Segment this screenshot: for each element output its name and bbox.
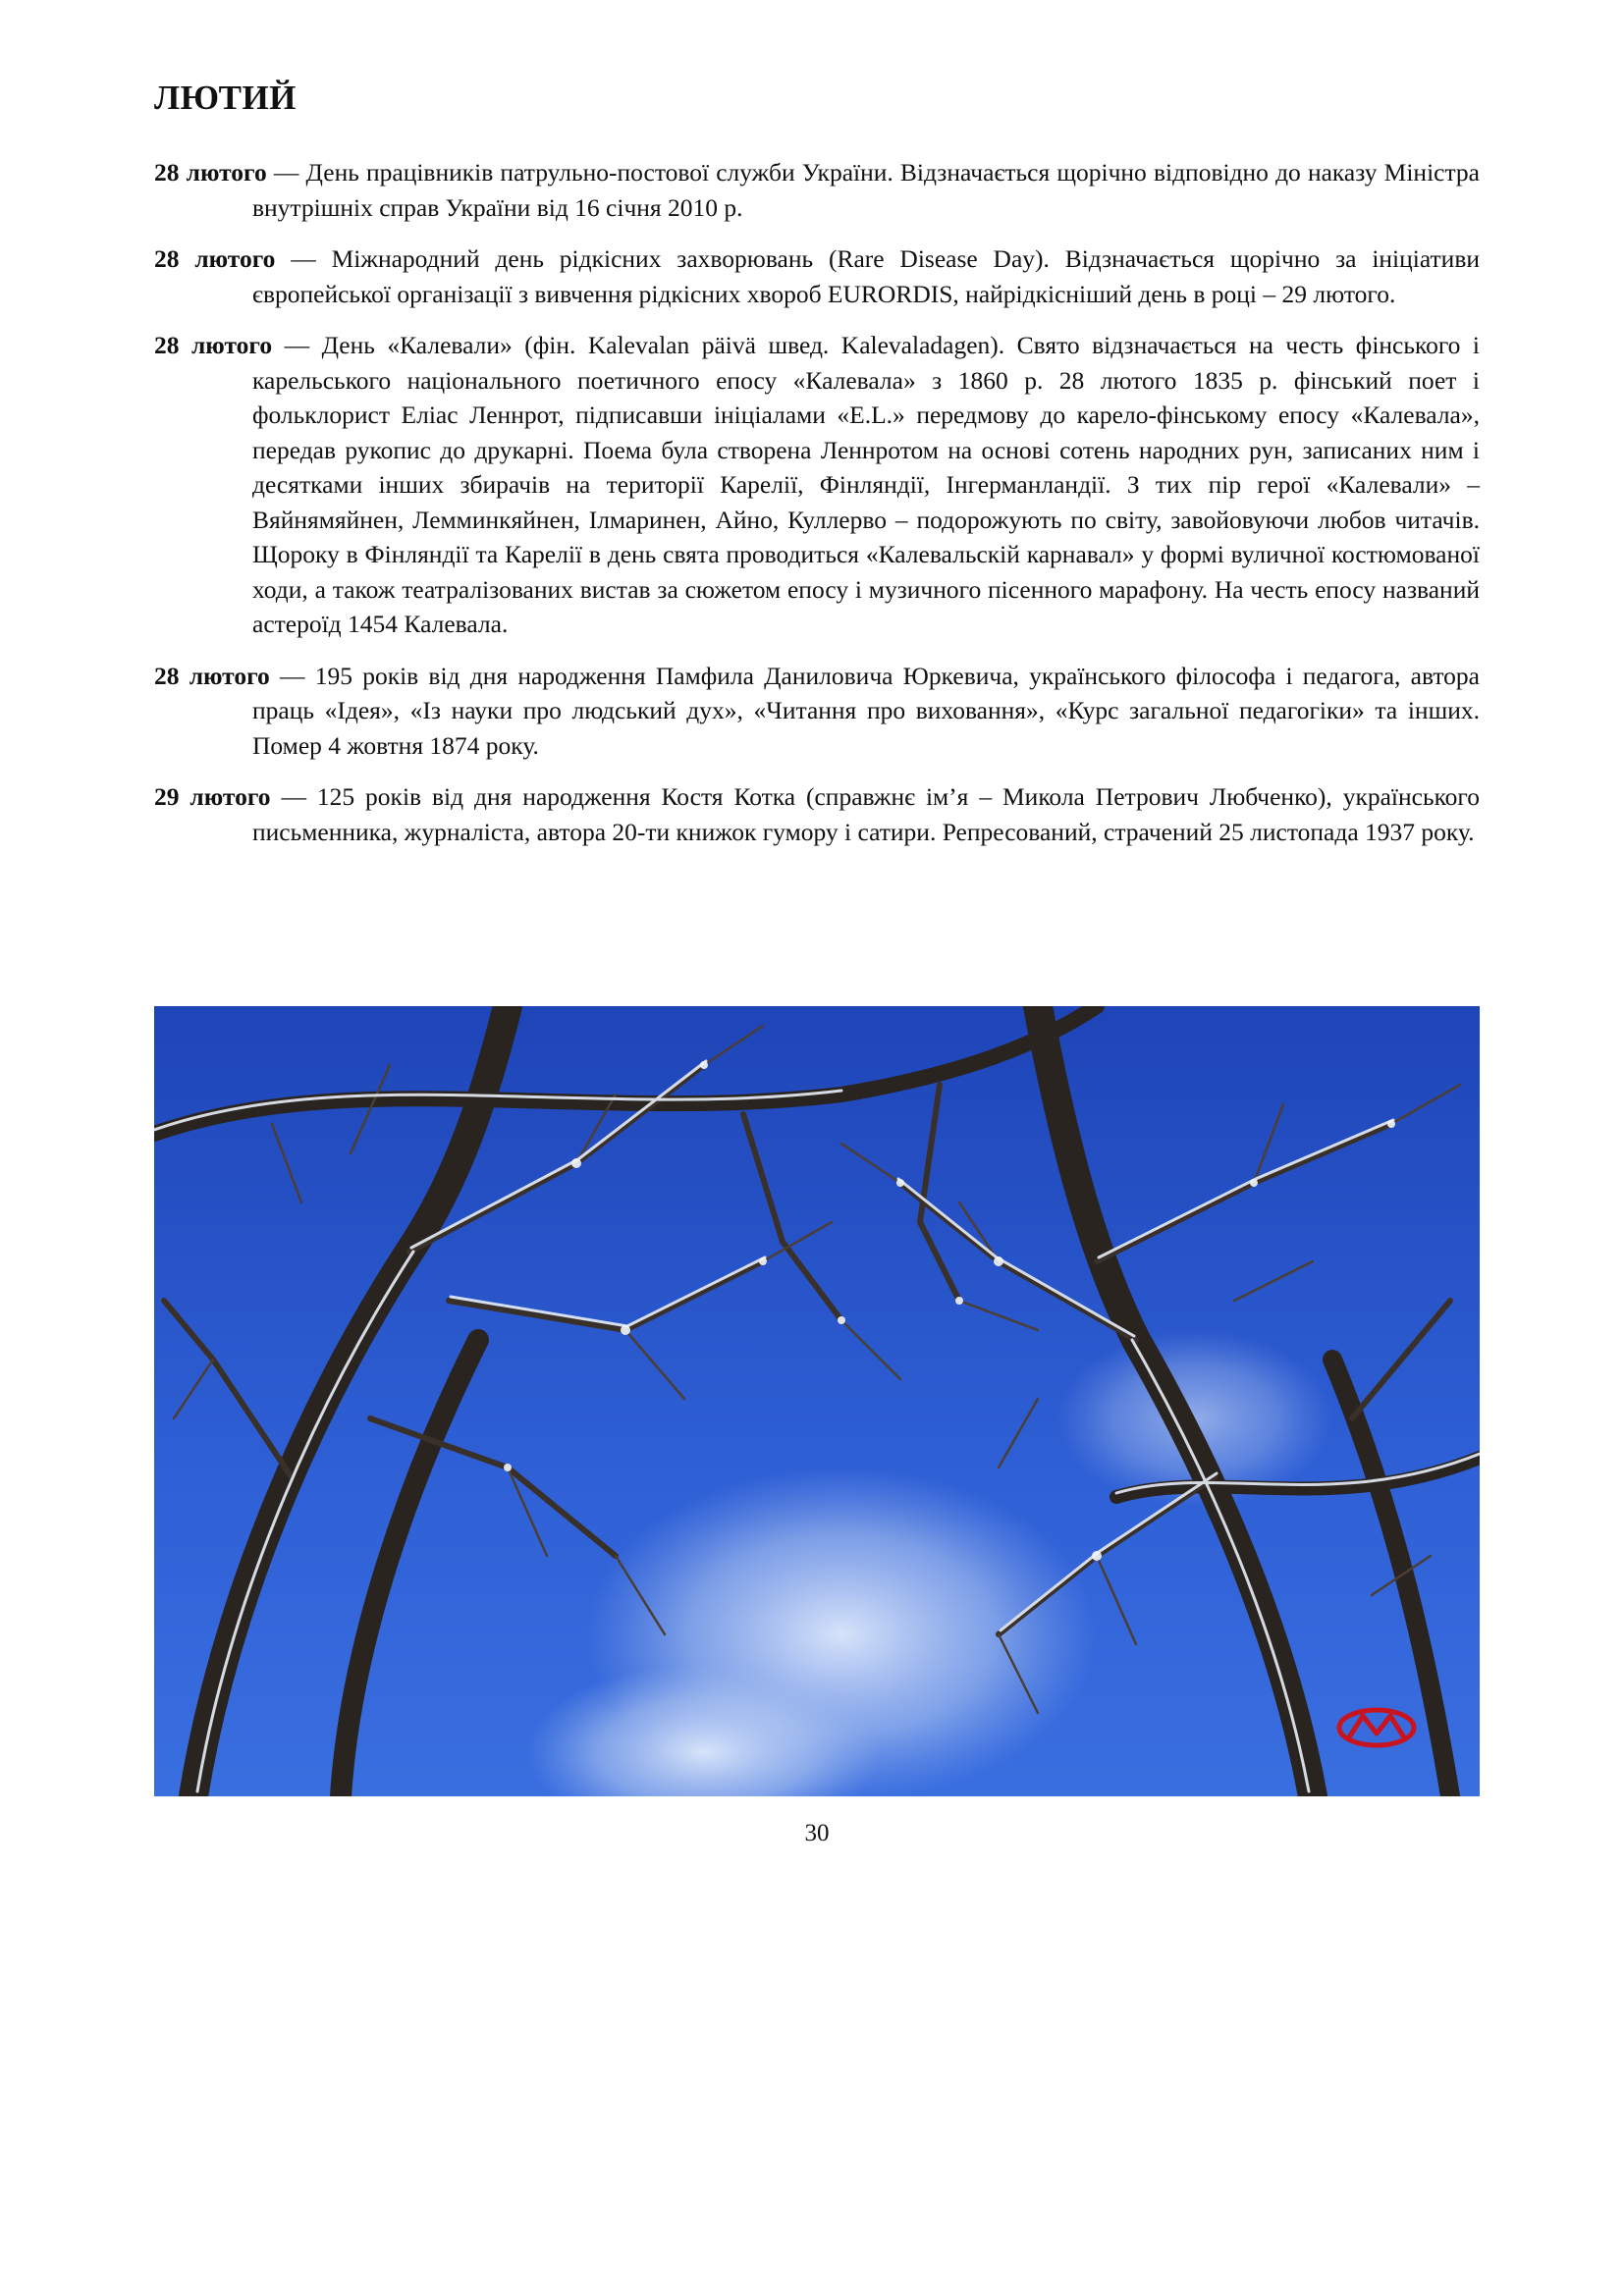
event-entry <box>154 155 1480 225</box>
event-text: — День «Калевали» (фін. Kalevalan päivä швед. Kalevaladagen). Свято відзначається на честь фінського і карельського національного поетичного епосу «Калевала» з 1860 р. 28 лютого 1835 р. фінський поет і фольклорист Еліас Леннрот, підписавши ініціалами «E.L.» передмову до карело-фінському епосу «Калевала», передав рукопис до друкарні. Поема була створена Леннротом на основі сотень народних рун, записаних ним і десятками інших збирачів на території Карелії, Фінляндії, Інгерманландії. З тих пір герої «Калевали» – Вяйнямяйнен, Лемминкяйнен, Ілмаринен, Айно, Куллерво – подорожують по світу, завойовуючи любов читачів. Щороку в Фінляндії та Карелії в день свята проводиться «Калевальскій карнавал» у формі вуличної костюмованої ходи, а також театралізованих вистав за сюжетом епосу і музичного пісенного марафону. На честь епосу названий астероїд 1454 Калевала. <box>252 331 1480 638</box>
winter-trees-photo <box>154 1006 1480 1796</box>
event-date: 28 лютого <box>154 331 273 359</box>
event-entry <box>154 241 1480 311</box>
event-date: 28 лютого <box>154 244 276 273</box>
month-title: ЛЮТИЙ <box>154 79 297 117</box>
event-date: 28 лютого <box>154 661 270 690</box>
document-page <box>154 0 1480 2296</box>
event-date: 28 лютого <box>154 158 267 187</box>
event-text: — 125 років від дня народження Костя Котка (справжнє ім’я – Микола Петрович Любченко), українського письменника, журналіста, автора 20-ти книжок гумору і сатири. Репресований, страчений 25 листопада 1937 року. <box>252 782 1481 846</box>
winter-trees-illustration <box>154 1006 1480 1796</box>
event-text: — 195 років від дня народження Памфила Даниловича Юркевича, українського філософа і педагога, автора праць «Ідея», «Із науки про людський дух», «Читання про виховання», «Курс загальної педагогіки» та інших. Помер 4 жовтня 1874 року. <box>252 661 1480 760</box>
event-text: — День працівників патрульно-постової служби України. Відзначається щорічно відповідно до наказу Міністра внутрішніх справ України від 16 січня 2010 р. <box>252 158 1481 222</box>
event-entry <box>154 659 1480 764</box>
event-date: 29 лютого <box>154 782 271 811</box>
event-entry <box>154 779 1480 849</box>
event-list <box>154 155 1480 866</box>
page-number: 30 <box>804 1820 830 1846</box>
event-entry <box>154 328 1480 642</box>
event-text: — Міжнародний день рідкісних захворювань (Rare Disease Day). Відзначається щорічно за ініціативи європейської організації з вивчення рідкісних хвороб EURORDIS, найрідкісніший день в році – 29 лютого. <box>252 244 1481 308</box>
